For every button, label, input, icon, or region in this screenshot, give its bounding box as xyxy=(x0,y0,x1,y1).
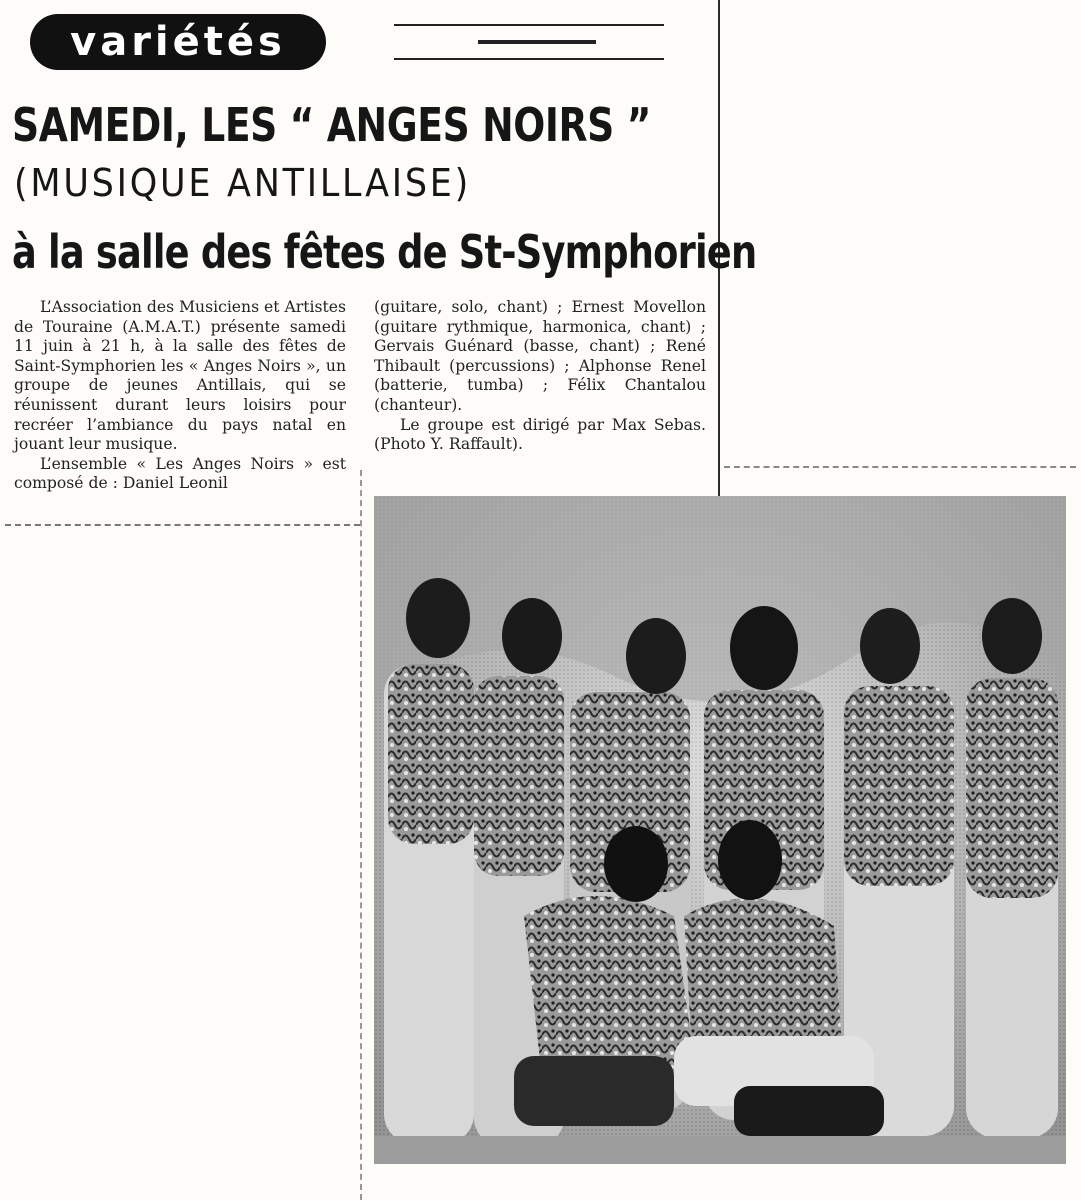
photo-top-rule xyxy=(724,466,1076,468)
rule-middle xyxy=(478,40,596,44)
article-column-2 xyxy=(374,298,706,455)
rule-bottom xyxy=(394,58,664,60)
subheadline: (MUSIQUE ANTILLAISE) xyxy=(14,161,472,205)
article-column-1 xyxy=(14,298,346,494)
venue-headline: à la salle des fêtes de St-Symphorien xyxy=(12,225,757,279)
section-badge: variétés xyxy=(30,14,326,70)
article-paragraph: (guitare, solo, chant) ; Ernest Movellon (guitare rythmique, harmonica, chant) ; Gervais Guénard (basse, chant) ; René Thibault (percussions) ; Alphonse Renel (batterie, tumba) ; Félix Chantalou (chanteur). xyxy=(374,298,706,414)
article-paragraph: L’ensemble « Les Anges Noirs » est composé de : Daniel Leonil xyxy=(14,454,346,493)
headline: SAMEDI, LES “ ANGES NOIRS ” xyxy=(12,98,652,152)
band-photo-illustration xyxy=(374,496,1066,1164)
rule-top xyxy=(394,24,664,26)
article-paragraph: Le groupe est dirigé par Max Sebas. (Photo Y. Raffault). xyxy=(374,415,706,454)
clipping-cut-line xyxy=(5,524,360,526)
article-paragraph: L’Association des Musiciens et Artistes de Touraine (A.M.A.T.) présente samedi 11 juin à 21 h, à la salle des fêtes de Saint-Symphorien les « Anges Noirs », un groupe de jeunes Antillais, qui se réunissent durant leurs loisirs pour recréer l’ambiance du pays natal en jouant leur musique. xyxy=(14,298,346,454)
band-photo xyxy=(374,496,1066,1164)
photo-left-rule xyxy=(360,470,362,1200)
